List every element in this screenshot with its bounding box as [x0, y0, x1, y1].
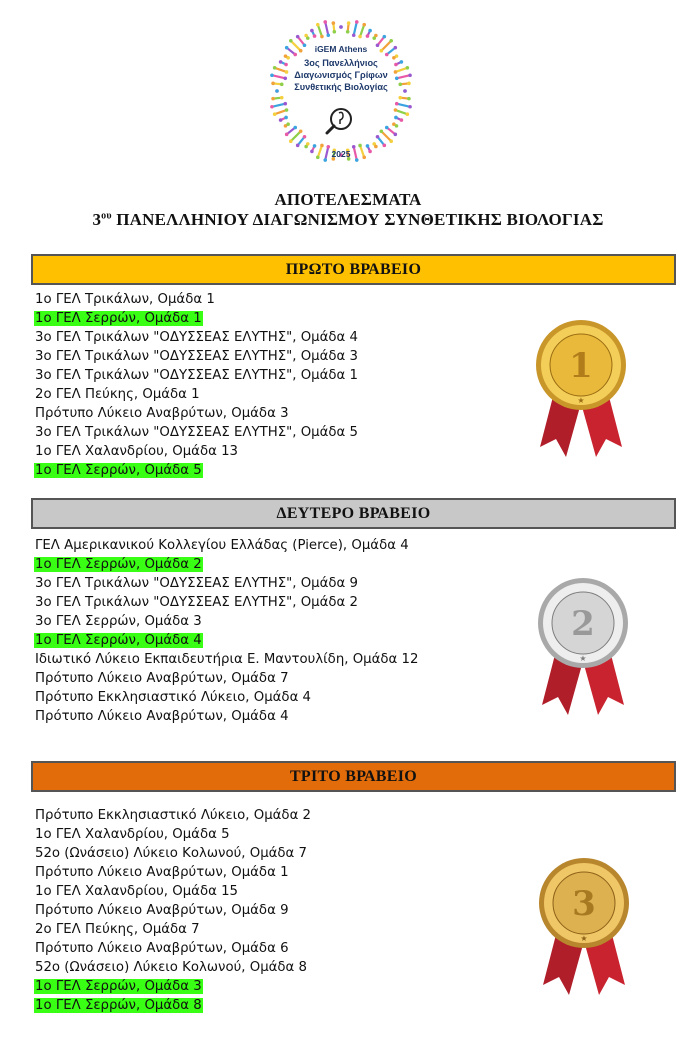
list-item [34, 461, 359, 480]
team-text: 3ο ΓΕΛ Τρικάλων "ΟΔΥΣΣΕΑΣ ΕΛΥΤΗΣ", Ομάδα 4 [35, 330, 358, 345]
list-item [34, 347, 359, 366]
list-item [34, 612, 419, 631]
third-prize-list [34, 806, 312, 1015]
list-item [34, 536, 419, 555]
list-item [34, 844, 312, 863]
list-item [34, 669, 419, 688]
highlighted-team-text: 1ο ΓΕΛ Σερρών, Ομάδα 8 [35, 998, 202, 1013]
list-item [34, 707, 419, 726]
list-item [34, 977, 312, 996]
second-prize-banner: ΔΕΥΤΕΡΟ ΒΡΑΒΕΙΟ [31, 498, 676, 529]
list-item [34, 650, 419, 669]
team-text: 1ο ΓΕΛ Τρικάλων, Ομάδα 1 [35, 292, 215, 307]
highlighted-team-text: 1ο ΓΕΛ Σερρών, Ομάδα 3 [35, 979, 202, 994]
team-text: 52ο (Ωνάσειο) Λύκειο Κολωνού, Ομάδα 7 [35, 846, 308, 861]
team-text: 3ο ΓΕΛ Τρικάλων "ΟΔΥΣΣΕΑΣ ΕΛΥΤΗΣ", Ομάδα 3 [35, 349, 358, 364]
team-text: Πρότυπο Λύκειο Αναβρύτων, Ομάδα 3 [35, 406, 289, 421]
first-prize-list [34, 290, 359, 480]
list-item [34, 290, 359, 309]
list-item [34, 996, 312, 1015]
list-item [34, 328, 359, 347]
svg-text:2: 2 [571, 604, 595, 644]
svg-text:★: ★ [577, 396, 585, 405]
list-item [34, 385, 359, 404]
subtitle-number: 3 [92, 210, 102, 229]
logo-line2: Διαγωνισμός Γρίφων [294, 70, 388, 80]
team-text: Πρότυπο Λύκειο Αναβρύτων, Ομάδα 6 [35, 941, 289, 956]
logo-year: 2025 [331, 149, 351, 159]
team-text: Πρότυπο Εκκλησιαστικό Λύκειο, Ομάδα 4 [35, 690, 312, 705]
list-item [34, 574, 419, 593]
highlighted-team-text: 1ο ΓΕΛ Σερρών, Ομάδα 1 [35, 311, 202, 326]
team-text: 3ο ΓΕΛ Σερρών, Ομάδα 3 [35, 614, 202, 629]
subtitle-ordinal: ου [101, 210, 112, 222]
highlighted-team-text: 1ο ΓΕΛ Σερρών, Ομάδα 5 [35, 463, 202, 478]
page-subtitle [0, 210, 696, 230]
silver-medal-2-icon [528, 573, 638, 723]
team-text: Πρότυπο Λύκειο Αναβρύτων, Ομάδα 1 [35, 865, 289, 880]
list-item [34, 442, 359, 461]
team-text: 1ο ΓΕΛ Χαλανδρίου, Ομάδα 13 [35, 444, 238, 459]
team-text: 1ο ΓΕΛ Χαλανδρίου, Ομάδα 5 [35, 827, 230, 842]
team-text: 3ο ΓΕΛ Τρικάλων "ΟΔΥΣΣΕΑΣ ΕΛΥΤΗΣ", Ομάδα 2 [35, 595, 358, 610]
team-text: ΓΕΛ Αμερικανικού Κολλεγίου Ελλάδας (Pierce), Ομάδα 4 [35, 538, 409, 553]
list-item [34, 309, 359, 328]
list-item [34, 958, 312, 977]
team-text: Πρότυπο Λύκειο Αναβρύτων, Ομάδα 4 [35, 709, 289, 724]
list-item [34, 404, 359, 423]
svg-text:3: 3 [572, 884, 596, 924]
highlighted-team-text: 1ο ΓΕΛ Σερρών, Ομάδα 4 [35, 633, 202, 648]
team-text: 2ο ΓΕΛ Πεύκης, Ομάδα 7 [35, 922, 200, 937]
svg-text:★: ★ [579, 654, 587, 663]
list-item [34, 593, 419, 612]
svg-text:★: ★ [580, 934, 588, 943]
list-item [34, 366, 359, 385]
team-text: 3ο ΓΕΛ Τρικάλων "ΟΔΥΣΣΕΑΣ ΕΛΥΤΗΣ", Ομάδα 5 [35, 425, 358, 440]
team-text: 1ο ΓΕΛ Χαλανδρίου, Ομάδα 15 [35, 884, 238, 899]
subtitle-text: ΠΑΝΕΛΛΗΝΙΟΥ ΔΙΑΓΩΝΙΣΜΟΥ ΣΥΝΘΕΤΙΚΗΣ ΒΙΟΛΟΓΙΑΣ [111, 210, 604, 229]
third-prize-banner: ΤΡΙΤΟ ΒΡΑΒΕΙΟ [31, 761, 676, 792]
logo-line3: Συνθετικής Βιολογίας [294, 82, 388, 92]
team-text: Ιδιωτικό Λύκειο Εκπαιδευτήρια Ε. Μαντουλίδη, Ομάδα 12 [35, 652, 419, 667]
team-text: 3ο ΓΕΛ Τρικάλων "ΟΔΥΣΣΕΑΣ ΕΛΥΤΗΣ", Ομάδα 1 [35, 368, 358, 383]
team-text: Πρότυπο Λύκειο Αναβρύτων, Ομάδα 7 [35, 671, 289, 686]
team-text: Πρότυπο Εκκλησιαστικό Λύκειο, Ομάδα 2 [35, 808, 312, 823]
first-prize-banner: ΠΡΩΤΟ ΒΡΑΒΕΙΟ [31, 254, 676, 285]
page-title: ΑΠΟΤΕΛΕΣΜΑΤΑ [274, 190, 422, 209]
team-text: 3ο ΓΕΛ Τρικάλων "ΟΔΥΣΣΕΑΣ ΕΛΥΤΗΣ", Ομάδα 9 [35, 576, 358, 591]
list-item [34, 939, 312, 958]
list-item [34, 920, 312, 939]
list-item [34, 863, 312, 882]
list-item [34, 688, 419, 707]
logo-org-text: iGEM Athens [314, 44, 368, 54]
gold-medal-1-icon [526, 315, 636, 465]
bronze-medal-3-icon [529, 853, 639, 1003]
list-item [34, 806, 312, 825]
logo-line1: 3ος Πανελλήνιος [304, 58, 378, 68]
list-item [34, 825, 312, 844]
igem-athens-logo [262, 12, 420, 170]
list-item [34, 901, 312, 920]
highlighted-team-text: 1ο ΓΕΛ Σερρών, Ομάδα 2 [35, 557, 202, 572]
list-item [34, 882, 312, 901]
team-text: 52ο (Ωνάσειο) Λύκειο Κολωνού, Ομάδα 8 [35, 960, 308, 975]
list-item [34, 555, 419, 574]
magnifier-icon [327, 109, 351, 133]
second-prize-list [34, 536, 419, 726]
list-item [34, 631, 419, 650]
list-item [34, 423, 359, 442]
svg-text:1: 1 [569, 346, 593, 386]
team-text: Πρότυπο Λύκειο Αναβρύτων, Ομάδα 9 [35, 903, 289, 918]
team-text: 2ο ΓΕΛ Πεύκης, Ομάδα 1 [35, 387, 200, 402]
